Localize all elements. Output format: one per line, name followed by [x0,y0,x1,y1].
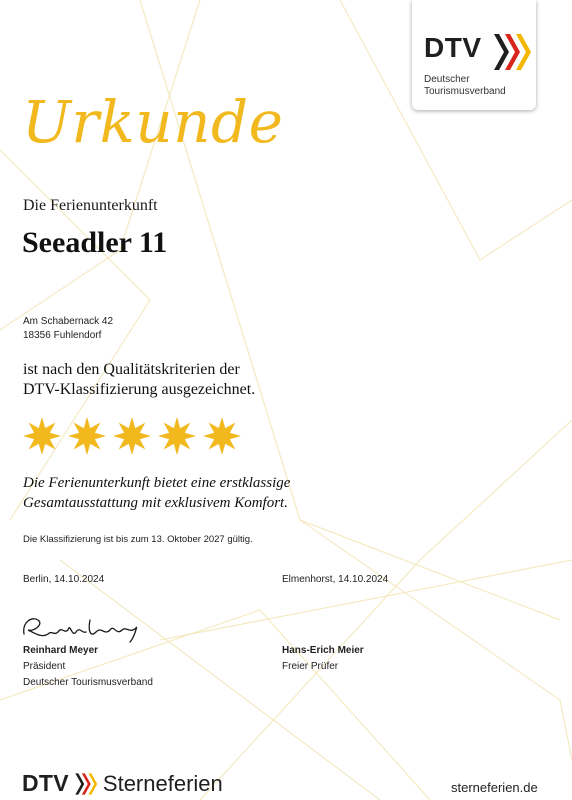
handwritten-signature [18,608,148,646]
dtv-chevrons-icon [73,771,99,797]
right-signatory [282,643,364,675]
dtv-logo-line2: Tourismusverband [424,86,506,97]
description-line-2: Gesamtausstattung mit exklusivem Komfort. [23,495,288,511]
quality-line-1: ist nach den Qualitätskriterien der [23,361,240,378]
dtv-chevrons-icon [490,30,534,74]
left-place-date: Berlin, 14.10.2024 [23,574,105,585]
dtv-logo-line1: Deutscher [424,74,470,85]
address-city: 18356 Fuhlendorf [23,330,102,341]
description [23,473,290,513]
left-signatory-name: Reinhard Meyer [23,645,99,656]
right-signatory-name: Hans-Erich Meier [282,645,364,656]
star-icon [67,416,107,456]
left-signatory-org: Deutscher Tourismusverband [23,677,153,688]
star-rating [22,416,242,456]
star-icon [112,416,152,456]
dtv-logo-subtitle [424,74,506,98]
certificate-title: Urkunde [22,88,284,156]
quality-line-2: DTV-Klassifizierung ausgezeichnet. [23,381,256,398]
star-icon [157,416,197,456]
right-signatory-role: Freier Prüfer [282,661,339,672]
dtv-logo-text: DTV [424,32,482,63]
quality-statement [23,360,255,400]
property-address [23,315,113,343]
property-name: Seeadler 11 [22,226,168,259]
address-street: Am Schabernack 42 [23,316,114,327]
footer-brand: Sterneferien [102,770,223,796]
validity-text: Die Klassifizierung ist bis zum 13. Oktober 2027 gültig. [23,534,253,545]
star-icon [202,416,242,456]
description-line-1: Die Ferienunterkunft bietet eine erstklassige [23,475,291,491]
footer-dtv-text: DTV [22,770,69,796]
right-place-date: Elmenhorst, 14.10.2024 [282,574,389,585]
certificate-subtitle: Die Ferienunterkunft [23,197,158,214]
footer-url[interactable]: sterneferien.de [451,780,538,795]
dtv-logo [412,0,536,110]
left-signatory-role: Präsident [23,661,66,672]
left-signatory [23,643,153,691]
footer-logo [22,770,223,797]
star-icon [22,416,62,456]
